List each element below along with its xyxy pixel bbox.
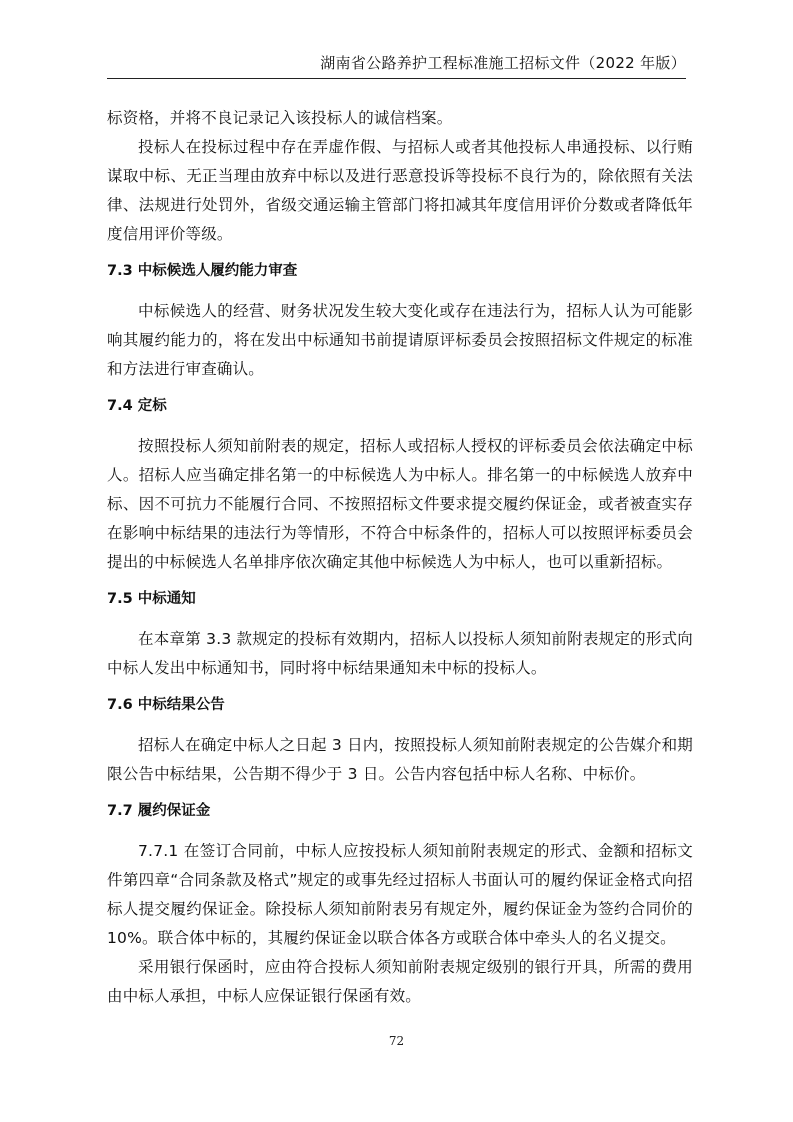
paragraph-7-6: 招标人在确定中标人之日起 3 日内，按照投标人须知前附表规定的公告媒介和期限公告中标结果，公告期不得少于 3 日。公告内容包括中标人名称、中标价。 (107, 736, 693, 783)
running-header: 湖南省公路养护工程标准施工招标文件（2022 年版） (320, 54, 686, 72)
section-heading-7-4: 7.4 定标 (107, 398, 167, 414)
paragraph-bank-guarantee: 采用银行保函时，应由符合投标人须知前附表规定级别的银行开具，所需的费用由中标人承担，中标人应保证银行保函有效。 (107, 958, 693, 1005)
section-heading-7-3: 7.3 中标候选人履约能力审查 (107, 263, 298, 279)
paragraph-continued: 标资格，并将不良记录记入该投标人的诚信档案。 (107, 109, 453, 127)
section-heading-7-7: 7.7 履约保证金 (107, 803, 211, 819)
paragraph-bad-conduct: 投标人在投标过程中存在弄虚作假、与招标人或者其他投标人串通投标、以行贿谋取中标、无正当理由放弃中标以及进行恶意投诉等投标不良行为的，除依照有关法律、法规进行处罚外，省级交通运输主管部门将扣减其年度信用评价分数或者降低年度信用评价等级。 (107, 138, 693, 243)
paragraph-7-7-1: 7.7.1 在签订合同前，中标人应按投标人须知前附表规定的形式、金额和招标文件第四章“合同条款及格式”规定的或事先经过招标人书面认可的履约保证金格式向招标人提交履约保证金。除投标人须知前附表另有规定外，履约保证金为签约合同价的 10%。联合体中标的，其履约保证金以联合体各方或联合体中牵头人的名义提交。 (107, 842, 693, 947)
paragraph-7-4: 按照投标人须知前附表的规定，招标人或招标人授权的评标委员会依法确定中标人。招标人应当确定排名第一的中标候选人为中标人。排名第一的中标候选人放弃中标、因不可抗力不能履行合同、不按照招标文件要求提交履约保证金，或者被查实存在影响中标结果的违法行为等情形，不符合中标条件的，招标人可以按照评标委员会提出的中标候选人名单排序依次确定其他中标候选人为中标人，也可以重新招标。 (107, 437, 693, 571)
section-heading-7-6: 7.6 中标结果公告 (107, 697, 225, 713)
header-divider (107, 78, 686, 79)
paragraph-7-3: 中标候选人的经营、财务状况发生较大变化或存在违法行为，招标人认为可能影响其履约能力的，将在发出中标通知书前提请原评标委员会按照招标文件规定的标准和方法进行审查确认。 (107, 302, 693, 378)
paragraph-7-5: 在本章第 3.3 款规定的投标有效期内，招标人以投标人须知前附表规定的形式向中标人发出中标通知书，同时将中标结果通知未中标的投标人。 (107, 630, 693, 677)
page-body (107, 104, 693, 1011)
section-heading-7-5: 7.5 中标通知 (107, 591, 196, 607)
page-number: 72 (388, 1034, 405, 1048)
